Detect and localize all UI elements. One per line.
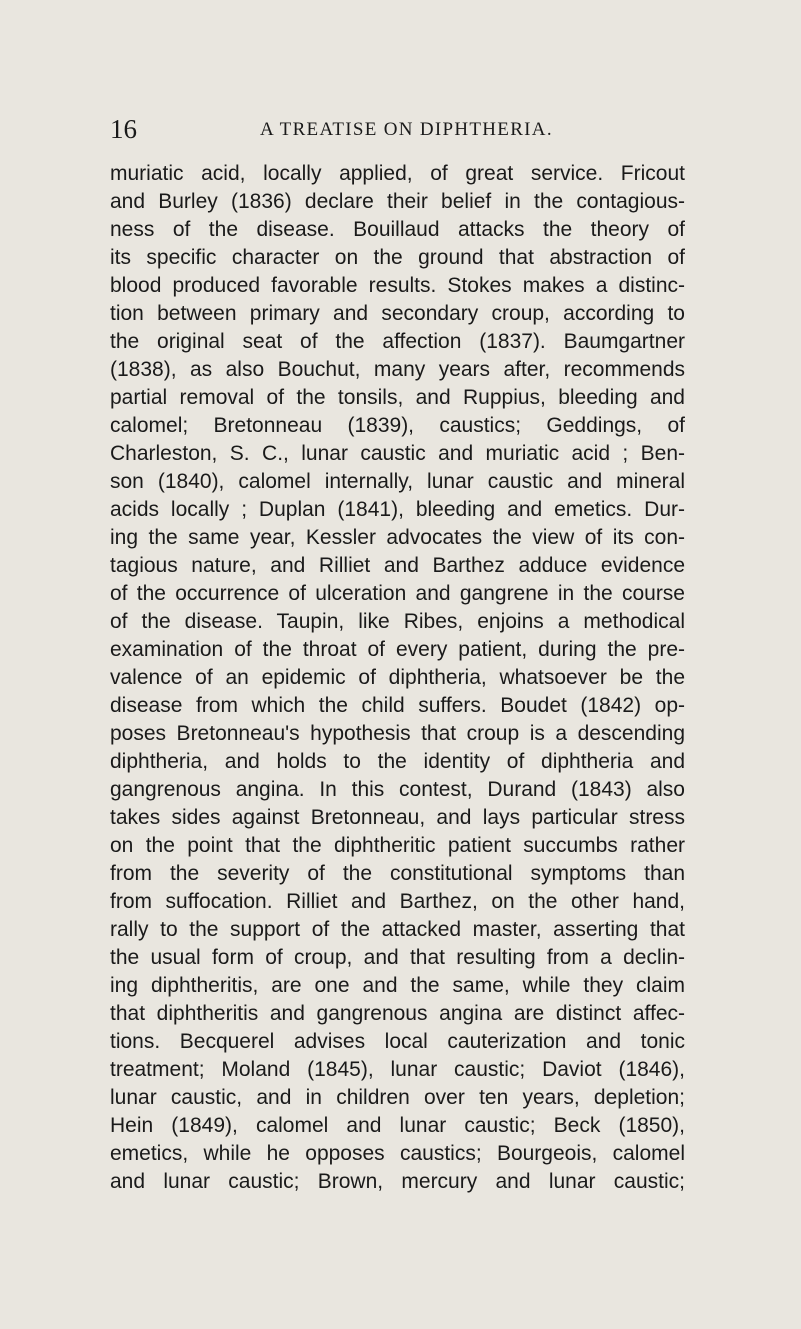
text-line: of the disease. Taupin, like Ribes, enjoins a methodical <box>110 610 685 633</box>
text-line: valence of an epidemic of diphtheria, whatsoever be the <box>110 666 685 689</box>
text-line: treatment; Moland (1845), lunar caustic; Daviot (1846), <box>110 1058 685 1081</box>
text-line: ing diphtheritis, are one and the same, while they claim <box>110 974 685 997</box>
body-text <box>110 160 685 1196</box>
text-line: lunar caustic, and in children over ten years, depletion; <box>110 1086 685 1109</box>
text-line: and Burley (1836) declare their belief in the contagious- <box>110 190 685 213</box>
text-line: Hein (1849), calomel and lunar caustic; Beck (1850), <box>110 1114 685 1137</box>
text-line: ness of the disease. Bouillaud attacks the theory of <box>110 218 685 241</box>
text-line: from the severity of the constitutional symptoms than <box>110 862 685 885</box>
text-line: ing the same year, Kessler advocates the view of its con- <box>110 526 685 549</box>
text-line: calomel; Bretonneau (1839), caustics; Geddings, of <box>110 414 685 437</box>
text-line: the usual form of croup, and that resulting from a declin- <box>110 946 685 969</box>
text-line: takes sides against Bretonneau, and lays particular stress <box>110 806 685 829</box>
text-line: Charleston, S. C., lunar caustic and muriatic acid ; Ben- <box>110 442 685 465</box>
text-line: on the point that the diphtheritic patient succumbs rather <box>110 834 685 857</box>
text-line: son (1840), calomel internally, lunar caustic and mineral <box>110 470 685 493</box>
text-line: poses Bretonneau's hypothesis that croup is a descending <box>110 722 685 745</box>
text-line: that diphtheritis and gangrenous angina are distinct affec- <box>110 1002 685 1025</box>
page-header <box>110 114 690 144</box>
text-line: emetics, while he opposes caustics; Bourgeois, calomel <box>110 1142 685 1165</box>
text-line: muriatic acid, locally applied, of great service. Fricout <box>110 162 685 185</box>
text-line: gangrenous angina. In this contest, Durand (1843) also <box>110 778 685 801</box>
text-line: tion between primary and secondary croup, according to <box>110 302 685 325</box>
text-line: and lunar caustic; Brown, mercury and lunar caustic; <box>110 1170 685 1193</box>
text-line: the original seat of the affection (1837). Baumgartner <box>110 330 685 353</box>
text-line: its specific character on the ground that abstraction of <box>110 246 685 269</box>
text-line: tions. Becquerel advises local cauterization and tonic <box>110 1030 685 1053</box>
text-line: disease from which the child suffers. Boudet (1842) op- <box>110 694 685 717</box>
text-line: of the occurrence of ulceration and gangrene in the course <box>110 582 685 605</box>
text-line: diphtheria, and holds to the identity of diphtheria and <box>110 750 685 773</box>
text-line: partial removal of the tonsils, and Ruppius, bleeding and <box>110 386 685 409</box>
text-line: (1838), as also Bouchut, many years after, recommends <box>110 358 685 381</box>
text-line: tagious nature, and Rilliet and Barthez adduce evidence <box>110 554 685 577</box>
text-line: examination of the throat of every patient, during the pre- <box>110 638 685 661</box>
page-number: 16 <box>110 114 137 144</box>
running-title: A TREATISE ON DIPHTHERIA. <box>260 119 553 140</box>
text-line: from suffocation. Rilliet and Barthez, on the other hand, <box>110 890 685 913</box>
text-line: acids locally ; Duplan (1841), bleeding and emetics. Dur- <box>110 498 685 521</box>
text-line: blood produced favorable results. Stokes makes a distinc- <box>110 274 685 297</box>
text-line: rally to the support of the attacked master, asserting that <box>110 918 685 941</box>
